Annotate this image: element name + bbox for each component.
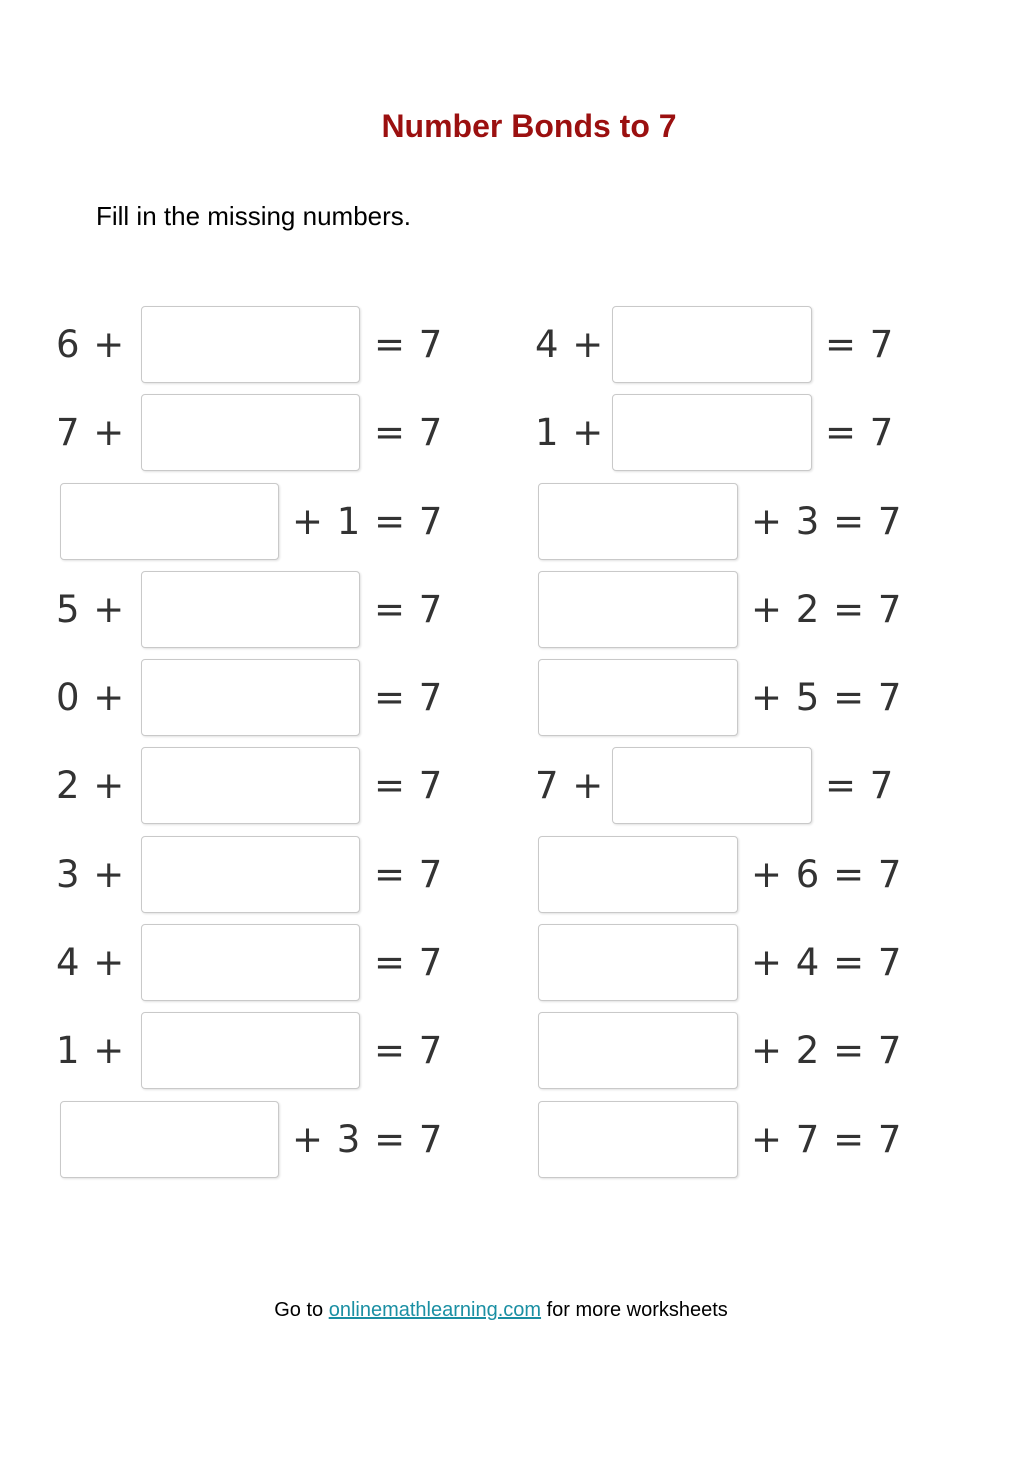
answer-box[interactable]: [538, 836, 738, 913]
problem-equals: = 7: [374, 1029, 444, 1073]
problem-addend: 5 +: [56, 587, 126, 631]
footer-prefix: Go to: [274, 1299, 324, 1321]
answer-box[interactable]: [538, 659, 738, 736]
problem-expression: + 2 = 7: [751, 587, 903, 631]
problem-addend: 0 +: [56, 676, 126, 720]
problem-addend: 1 +: [535, 411, 605, 455]
page-title: Number Bonds to 7: [381, 108, 677, 144]
footer-link[interactable]: onlinemathlearning.com: [328, 1299, 542, 1321]
problem-addend: 3 +: [56, 852, 126, 896]
instruction-text: Fill in the missing numbers.: [96, 201, 411, 231]
answer-box[interactable]: [612, 394, 812, 471]
answer-box[interactable]: [538, 571, 738, 648]
problem-equals: = 7: [374, 676, 444, 720]
problem-equals: = 7: [374, 764, 444, 808]
problem-equals: = 7: [374, 941, 444, 985]
problem-expression: + 5 = 7: [751, 676, 903, 720]
problem-addend: 7 +: [56, 411, 126, 455]
problem-expression: + 7 = 7: [751, 1117, 903, 1161]
answer-box[interactable]: [141, 306, 360, 383]
problem-equals: = 7: [825, 411, 895, 455]
answer-box[interactable]: [141, 747, 360, 824]
answer-box[interactable]: [141, 571, 360, 648]
problem-equals: = 7: [825, 323, 895, 366]
problem-expression: + 3 = 7: [751, 499, 903, 543]
problem-expression: + 4 = 7: [751, 941, 903, 985]
answer-box[interactable]: [538, 483, 738, 560]
problem-expression: + 2 = 7: [751, 1029, 903, 1073]
footer: [0, 1299, 1002, 1322]
answer-box[interactable]: [60, 483, 279, 560]
problem-equals: = 7: [374, 587, 444, 631]
answer-box[interactable]: [538, 924, 738, 1001]
problem-expression: + 3 = 7: [292, 1117, 444, 1161]
problem-equals: = 7: [374, 852, 444, 896]
problem-addend: 2 +: [56, 764, 126, 808]
answer-box[interactable]: [141, 836, 360, 913]
answer-box[interactable]: [141, 924, 360, 1001]
problem-addend: 7 +: [535, 764, 605, 808]
problem-addend: 4 +: [56, 941, 126, 985]
problem-addend: 4 +: [535, 323, 605, 366]
problem-addend: 6 +: [56, 323, 126, 366]
answer-box[interactable]: [141, 394, 360, 471]
problem-equals: = 7: [374, 411, 444, 455]
answer-box[interactable]: [141, 1012, 360, 1089]
answer-box[interactable]: [141, 659, 360, 736]
answer-box[interactable]: [60, 1101, 279, 1178]
problem-expression: + 1 = 7: [292, 499, 444, 543]
answer-box[interactable]: [612, 306, 812, 383]
problem-addend: 1 +: [56, 1029, 126, 1073]
problem-equals: = 7: [825, 764, 895, 808]
answer-box[interactable]: [538, 1012, 738, 1089]
problem-expression: + 6 = 7: [751, 852, 903, 896]
answer-box[interactable]: [612, 747, 812, 824]
answer-box[interactable]: [538, 1101, 738, 1178]
problem-equals: = 7: [374, 323, 444, 366]
footer-suffix: for more worksheets: [546, 1299, 728, 1321]
